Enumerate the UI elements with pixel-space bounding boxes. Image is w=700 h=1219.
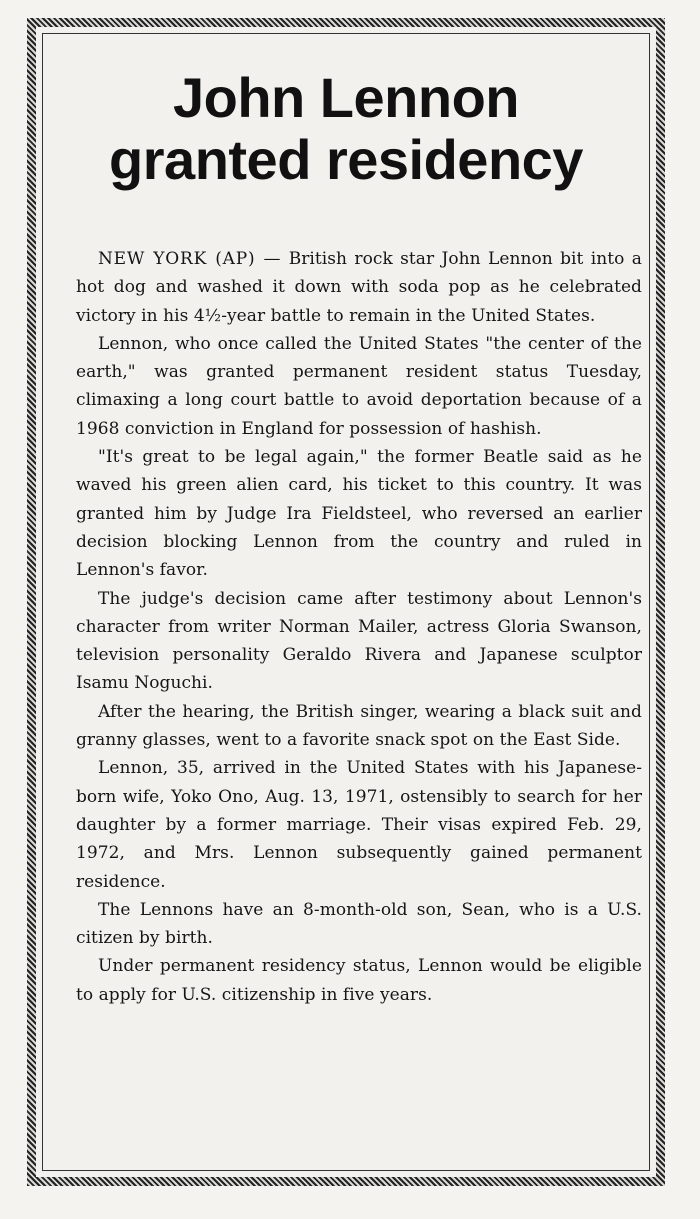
article-paragraph — [76, 245, 642, 330]
headline-line-2: granted residency — [109, 128, 583, 191]
newspaper-clipping — [27, 18, 665, 1186]
article-paragraph: The Lennons have an 8-month-old son, Sean, who is a U.S. citizen by birth. — [76, 899, 642, 949]
headline-line-1: John Lennon — [172, 66, 519, 129]
dateline: NEW YORK (AP) — — [98, 249, 282, 269]
article-paragraph: Under permanent residency status, Lennon would be eligible to apply for U.S. citizenship in five years. — [76, 956, 642, 1005]
article-paragraph: Lennon, 35, arrived in the United States with his Japanese-born wife, Yoko Ono, Aug. 13, 1971, ostensibly to search for her daughter by a former marriage. Their visas expired Feb. 29, 1972, and Mrs. Lennon subsequently gained permanent residence. — [76, 758, 642, 892]
article-paragraph: After the hearing, the British singer, wearing a black suit and granny glasses, went to a favorite snack spot on the East Side. — [76, 701, 642, 751]
article-paragraph: The judge's decision came after testimony about Lennon's character from writer Norman Mailer, actress Gloria Swanson, television personality Geraldo Rivera and Japanese sculptor Isamu Noguchi. — [76, 588, 642, 694]
article-paragraph: Lennon, who once called the United States "the center of the earth," was granted permanent resident status Tuesday, climaxing a long court battle to avoid deportation because of a 1968 conviction in England for possession of hashish. — [76, 333, 642, 439]
article-body — [76, 245, 642, 1009]
paragraph-text: British rock star John Lennon bit into a hot dog and washed it down with soda pop as he celebrated victory in his 4½-year battle to remain in the United States. — [76, 249, 642, 326]
article-paragraph: "It's great to be legal again," the former Beatle said as he waved his green alien card, his ticket to this country. It was granted him by Judge Ira Fieldsteel, who reversed an earlier decision blocking Lennon from the country and ruled in Lennon's favor. — [76, 447, 642, 581]
